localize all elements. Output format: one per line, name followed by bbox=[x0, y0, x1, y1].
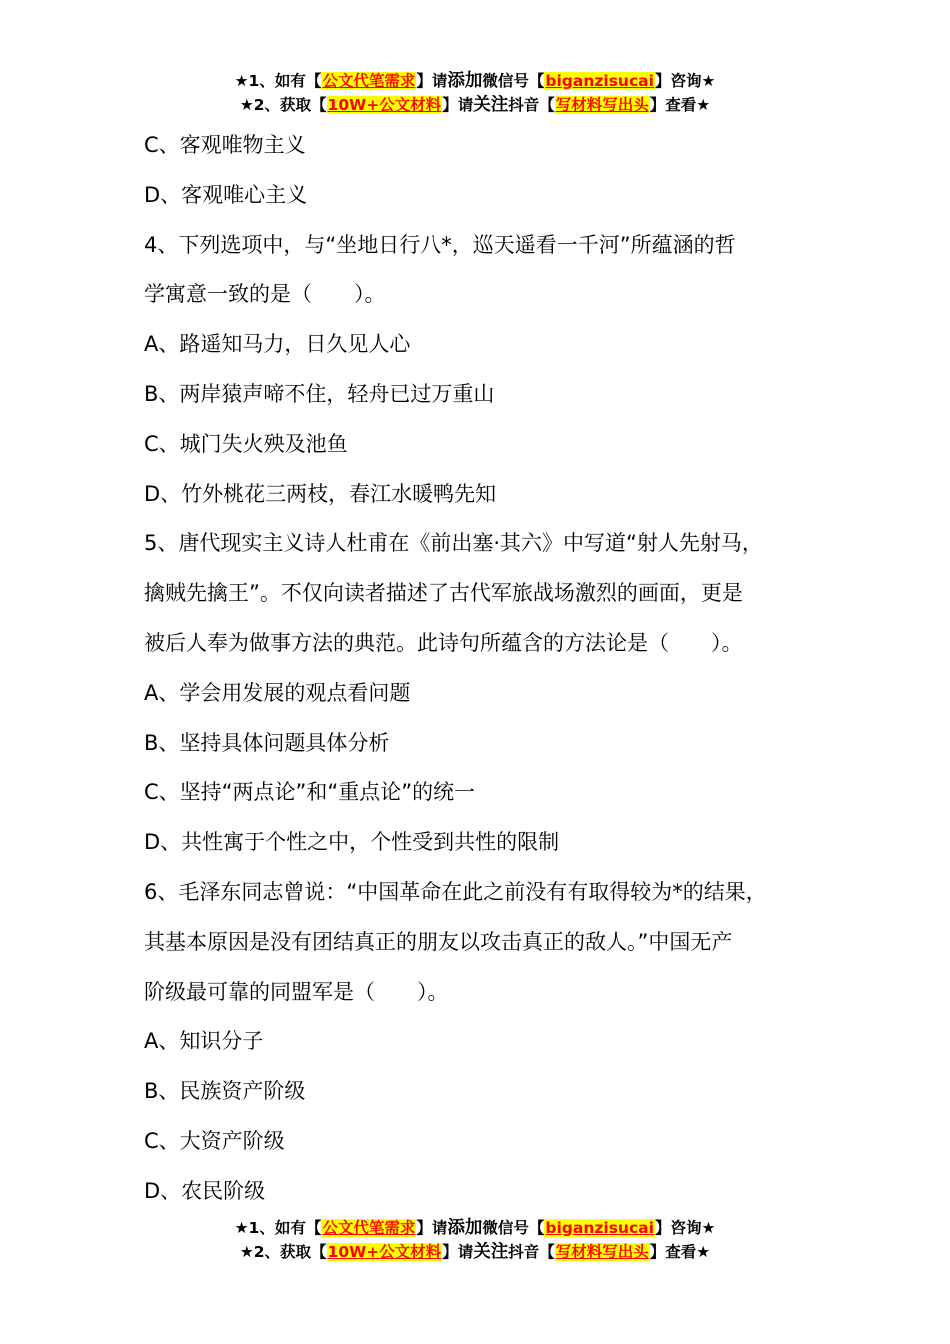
option-line: C、城门失火殃及池鱼 bbox=[144, 431, 348, 456]
option-line: D、农民阶级 bbox=[144, 1178, 266, 1203]
promo-line-2 bbox=[0, 93, 950, 117]
question-line: 4、下列选项中，与“坐地日行八*，巡天遥看一千河”所蕴涵的哲 bbox=[144, 232, 736, 257]
promo-text: ★2、获取【 bbox=[239, 96, 327, 114]
document-body bbox=[144, 121, 844, 1217]
header-promo-banner bbox=[0, 69, 950, 117]
promo-text: 微信号【 bbox=[482, 72, 545, 90]
promo-text: 抖音【 bbox=[508, 96, 555, 114]
promo-text: 】请 bbox=[416, 72, 448, 90]
promo-emphasis: 关注 bbox=[473, 95, 509, 115]
promo-text: 】咨询★ bbox=[654, 1219, 716, 1237]
promo-highlight: 10W+公文材料 bbox=[327, 1243, 442, 1261]
option-line: C、客观唯物主义 bbox=[144, 133, 306, 157]
option-line: A、路遥知马力，日久见人心 bbox=[144, 332, 411, 357]
promo-text: 】请 bbox=[416, 1219, 448, 1237]
promo-text: ★2、获取【 bbox=[239, 1243, 327, 1261]
promo-text: ★1、如有【 bbox=[234, 72, 322, 90]
footer-promo-banner bbox=[0, 1216, 950, 1264]
promo-highlight: biganzisucai bbox=[545, 1219, 654, 1237]
option-line: C、大资产阶级 bbox=[144, 1128, 285, 1153]
question-line: 学寓意一致的是（ ）。 bbox=[144, 282, 386, 307]
question-line: 6、毛泽东同志曾说：“中国革命在此之前没有有取得较为*的结果， bbox=[144, 879, 767, 904]
option-line: D、竹外桃花三两枝，春江水暖鸭先知 bbox=[144, 481, 497, 506]
option-line: D、客观唯心主义 bbox=[144, 182, 308, 207]
promo-text: ★1、如有【 bbox=[234, 1219, 322, 1237]
question-line: 5、唐代现实主义诗人杜甫在《前出塞·其六》中写道“射人先射马， bbox=[144, 531, 763, 556]
promo-line-2 bbox=[0, 1240, 950, 1264]
promo-emphasis: 添加 bbox=[447, 1218, 483, 1238]
option-line: B、坚持具体问题具体分析 bbox=[144, 730, 390, 755]
promo-line-1 bbox=[0, 69, 950, 93]
option-line: A、知识分子 bbox=[144, 1029, 264, 1054]
promo-highlight: 写材料写出头 bbox=[555, 1243, 649, 1261]
promo-line-1 bbox=[0, 1216, 950, 1240]
question-line: 其基本原因是没有团结真正的朋友以攻击真正的敌人。”中国无产 bbox=[144, 929, 733, 954]
promo-emphasis: 关注 bbox=[473, 1242, 509, 1262]
promo-text: 】请 bbox=[442, 96, 474, 114]
option-line: C、坚持“两点论”和“重点论”的统一 bbox=[144, 780, 476, 805]
option-line: A、学会用发展的观点看问题 bbox=[144, 680, 411, 705]
question-line: 被后人奉为做事方法的典范。此诗句所蕴含的方法论是（ ）。 bbox=[144, 630, 743, 655]
promo-text: 】查看★ bbox=[649, 96, 711, 114]
option-line: B、两岸猿声啼不住，轻舟已过万重山 bbox=[144, 381, 495, 406]
promo-text: 抖音【 bbox=[508, 1243, 555, 1261]
question-line: 阶级最可靠的同盟军是（ ）。 bbox=[144, 979, 449, 1004]
promo-highlight: 写材料写出头 bbox=[555, 96, 649, 114]
promo-highlight: 10W+公文材料 bbox=[327, 96, 442, 114]
promo-highlight: 公文代笔需求 bbox=[322, 72, 416, 90]
promo-text: 】请 bbox=[442, 1243, 474, 1261]
promo-highlight: biganzisucai bbox=[545, 72, 654, 90]
question-line: 擒贼先擒王”。不仅向读者描述了古代军旅战场激烈的画面，更是 bbox=[144, 581, 743, 606]
option-line: B、民族资产阶级 bbox=[144, 1079, 306, 1104]
promo-text: 】咨询★ bbox=[654, 72, 716, 90]
promo-text: 微信号【 bbox=[482, 1219, 545, 1237]
promo-highlight: 公文代笔需求 bbox=[322, 1219, 416, 1237]
option-line: D、共性寓于个性之中，个性受到共性的限制 bbox=[144, 830, 560, 855]
promo-emphasis: 添加 bbox=[447, 71, 483, 91]
promo-text: 】查看★ bbox=[649, 1243, 711, 1261]
